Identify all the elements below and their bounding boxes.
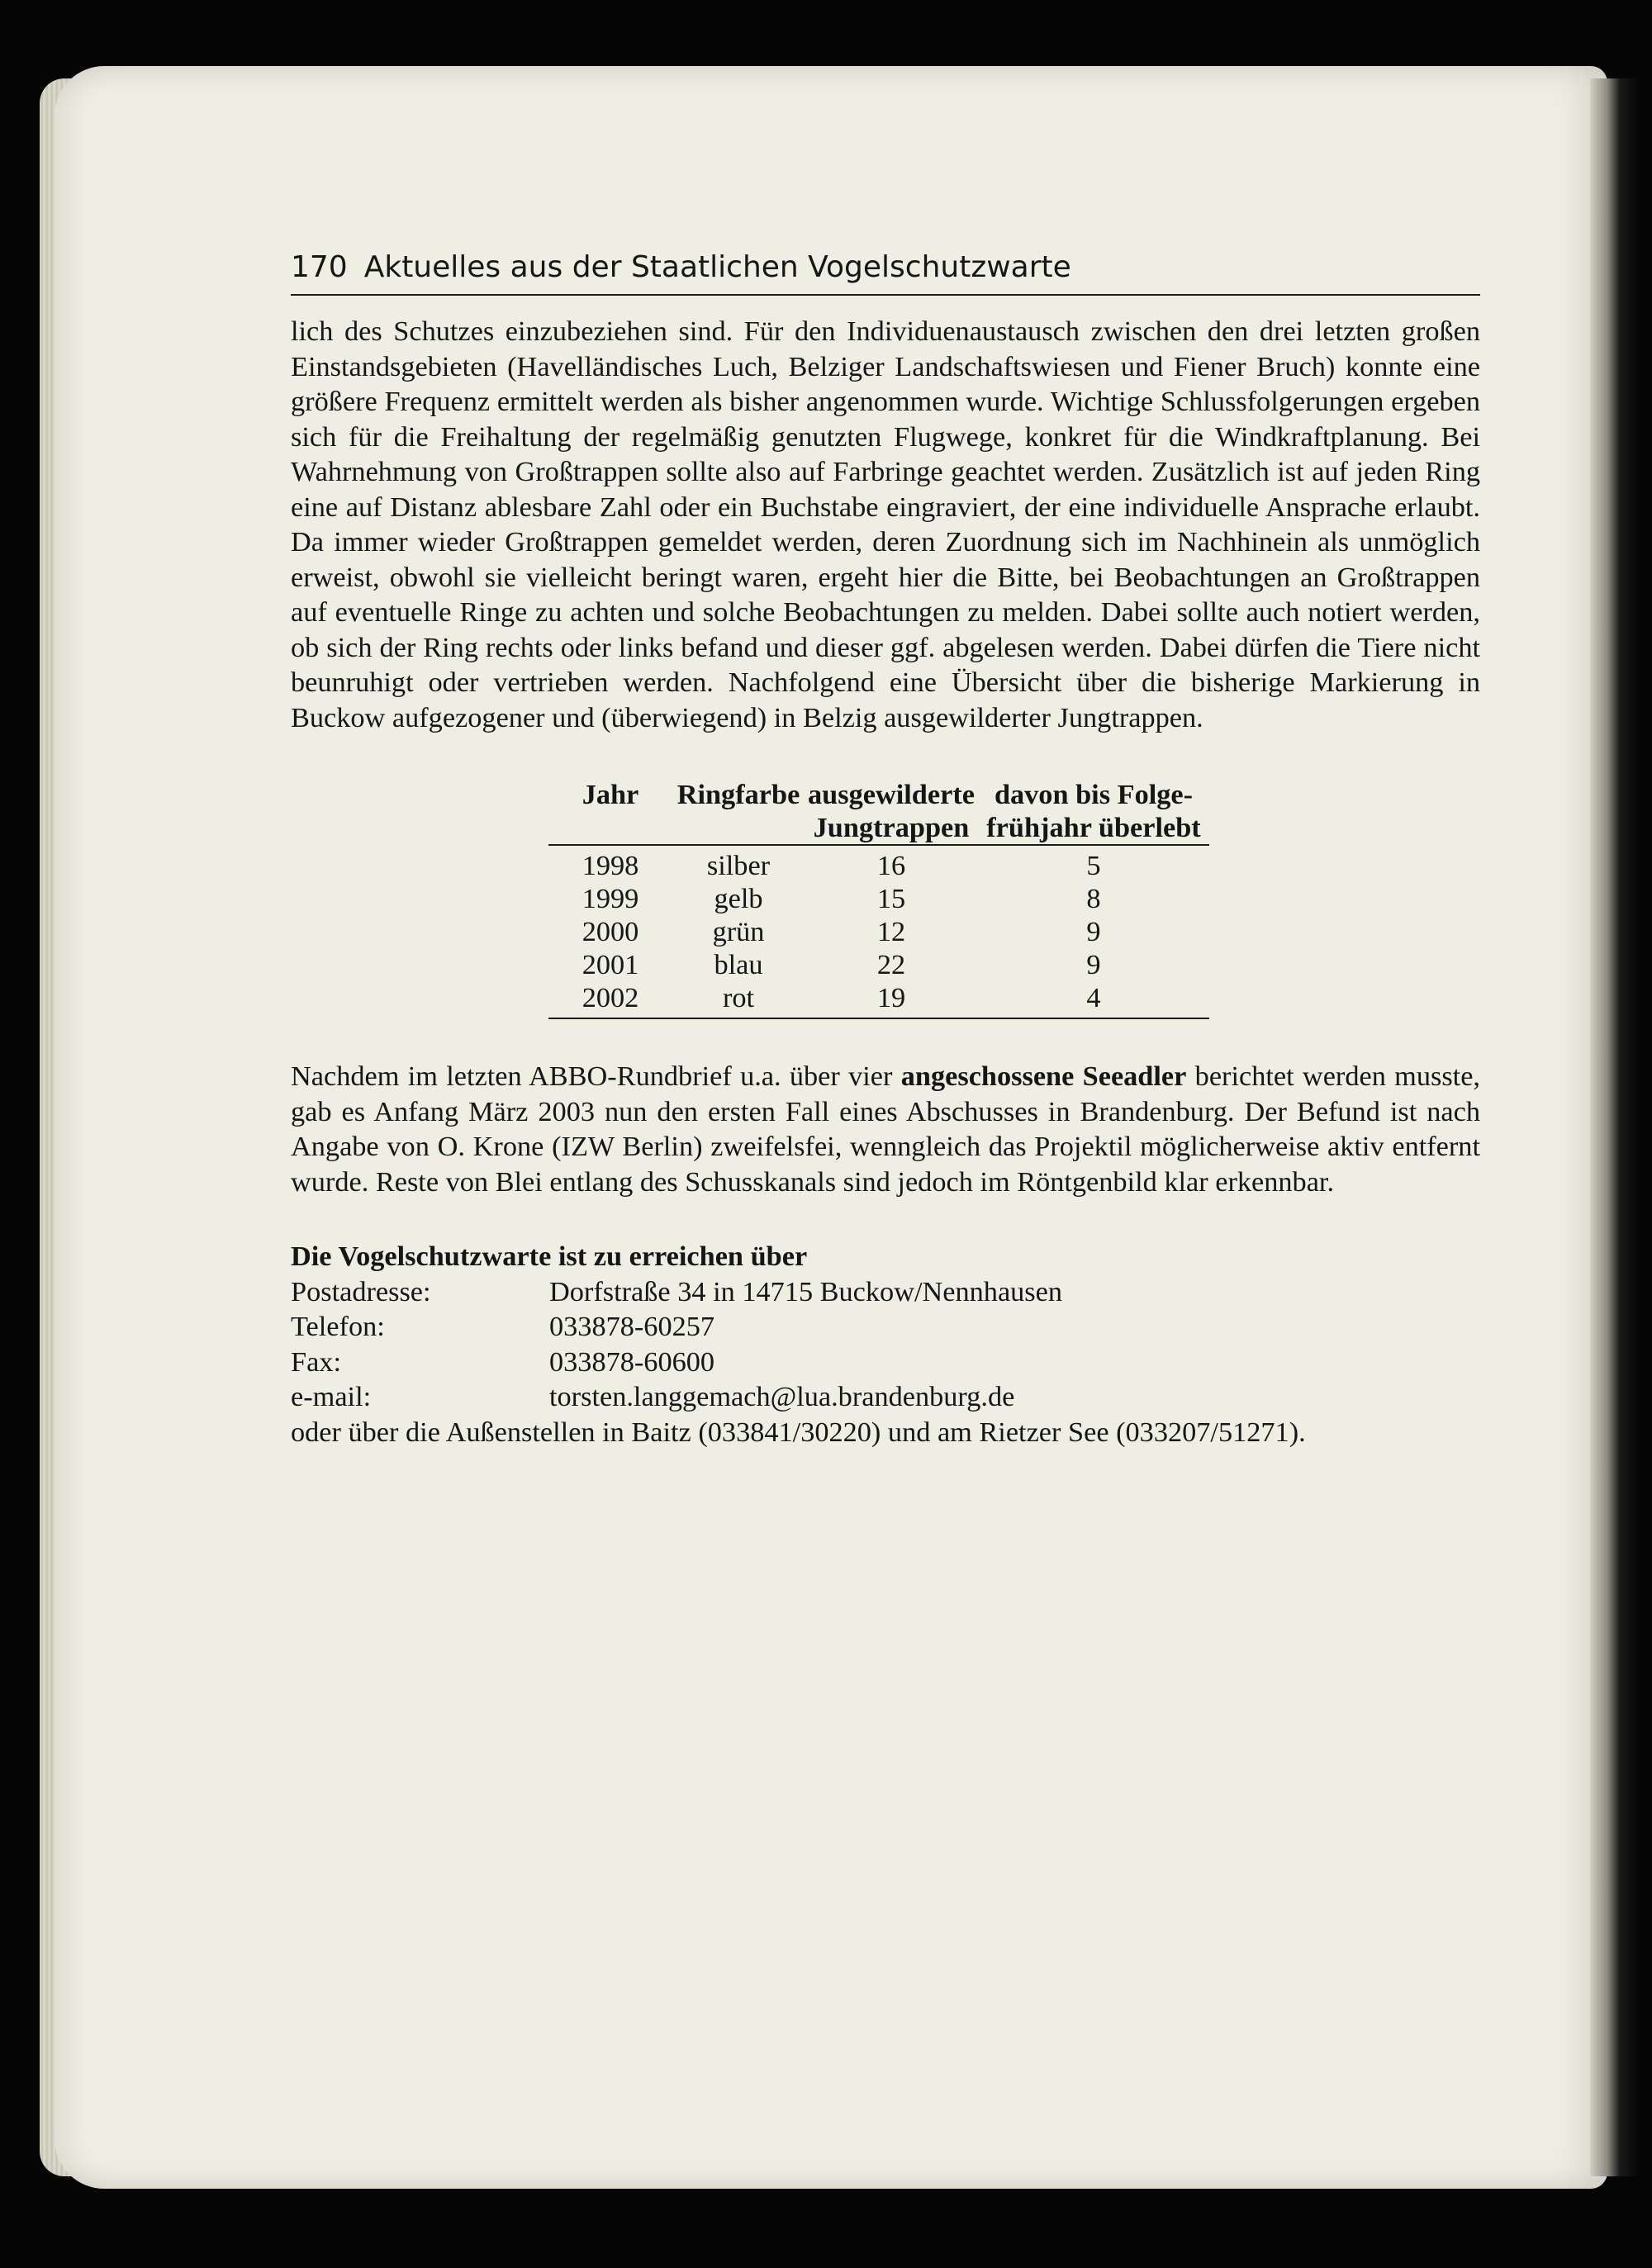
cell-year: 1999 (582, 883, 639, 914)
table-header-row (548, 778, 1209, 811)
paragraph-sea-eagle (291, 1059, 1480, 1199)
cell-color: blau (714, 949, 763, 980)
table-row (548, 882, 1209, 915)
cell-survived: 5 (1086, 850, 1101, 881)
header-released-1: ausgewilderte (808, 779, 975, 810)
cell-released: 22 (876, 949, 906, 980)
sea-eagle-text-end: berichtet werden musste, gab es Anfang März 2003 nun den ersten Fall eines Abschusses in Brandenburg. Der Befund ist nach Angabe von O. Krone (IZW Berlin) zweifelsfei, wenngleich das Projektil möglicherweise aktiv entfernt wurde. Reste von Blei entlang des Schusskanals sind jedoch im Röntgenbild klar erkennbar. (291, 1060, 1481, 1198)
table-row (548, 845, 1209, 882)
cell-color: grün (712, 916, 765, 947)
header-survived-2: frühjahr überlebt (978, 811, 1209, 845)
contact-title: Die Vogelschutzwarte ist zu erreichen über (291, 1241, 808, 1272)
cell-color: gelb (714, 883, 763, 914)
sea-eagle-text-start: Nachdem im letzten ABBO-Rundbrief u.a. über vier (291, 1060, 901, 1092)
contact-block (291, 1239, 1480, 1450)
running-header (291, 248, 1480, 296)
contact-phone (291, 1309, 1480, 1345)
postal-value: Dorfstraße 34 in 14715 Buckow/Nennhausen (549, 1275, 1063, 1307)
email-label: e-mail: (291, 1381, 372, 1412)
cell-survived: 8 (1086, 883, 1101, 914)
cell-released: 19 (805, 981, 978, 1018)
fax-label: Fax: (291, 1345, 341, 1378)
cell-year: 1998 (582, 850, 639, 881)
ring-marking-table (548, 778, 1209, 1019)
header-ring-color: Ringfarbe (676, 779, 800, 810)
cell-survived: 9 (1086, 916, 1101, 947)
contact-outposts: oder über die Außenstellen in Baitz (033841/30220) und am Rietzer See (033207/51271). (291, 1416, 1306, 1448)
cell-year: 2000 (582, 916, 639, 947)
table-row (548, 981, 1209, 1018)
phone-value: 033878-60257 (549, 1311, 715, 1342)
cell-released: 15 (876, 883, 906, 914)
table-row (548, 948, 1209, 981)
cell-color: rot (672, 981, 805, 1018)
sea-eagle-emphasis: angeschossene Seeadler (900, 1060, 1187, 1092)
cell-survived: 4 (978, 981, 1209, 1018)
cell-released: 12 (876, 916, 906, 947)
cell-year: 2002 (548, 981, 672, 1018)
table-header-row-2 (548, 811, 1209, 845)
contact-email (291, 1379, 1480, 1415)
paragraph-ring-marking: lich des Schutzes einzubeziehen sind. Für den Individuenaustausch zwischen den drei letzten großen Einstandsgebieten (Havelländisches Luch, Belziger Landschaftswiesen und Fiener Bruch) konnte eine größere Frequenz ermittelt werden als bisher angenommen wurde. Wichtige Schlussfolgerungen ergeben sich für die Freihaltung der regelmäßig genutzten Flugwege, konkret für die Windkraftplanung. Bei Wahrnehmung von Großtrappen sollte also auf Farbringe geachtet werden. Zusätzlich ist auf jeden Ring eine auf Distanz ablesbare Zahl oder ein Buchstabe eingraviert, der eine individuelle Ansprache erlaubt. Da immer wieder Großtrappen gemeldet werden, deren Zuordnung sich im Nachhinein als unmöglich erweist, obwohl sie vielleicht beringt waren, ergeht hier die Bitte, bei Beobachtungen an Großtrappen auf eventuelle Ringe zu achten und solche Beobachtungen zu melden. Dabei sollte auch notiert werden, ob sich der Ring rechts oder links befand und dieser ggf. abgelesen werden. Dabei dürfen die Tiere nicht beunruhigt oder vertrieben werden. Nachfolgend eine Übersicht über die bisherige Markierung in Buckow aufgezogener und (überwiegend) in Belzig ausgewilderter Jungtrappen. (291, 316, 1480, 733)
header-survived-1: davon bis Folge- (994, 779, 1194, 810)
contact-postal (291, 1274, 1480, 1310)
email-value: torsten.langgemach@lua.brandenburg.de (549, 1381, 1015, 1412)
page-content (291, 248, 1480, 1450)
contact-fax (291, 1345, 1480, 1380)
page-number: 170 (291, 250, 348, 284)
cell-color: silber (706, 850, 771, 881)
fax-value: 033878-60600 (549, 1345, 715, 1378)
table-row (548, 915, 1209, 948)
cell-released: 16 (876, 850, 906, 881)
phone-label: Telefon: (291, 1311, 385, 1342)
cell-survived: 9 (1086, 949, 1101, 980)
header-released-2: Jungtrappen (805, 811, 978, 845)
book-spine (1590, 78, 1640, 2176)
header-year: Jahr (582, 779, 639, 810)
running-title: Aktuelles aus der Staatlichen Vogelschutzwarte (363, 250, 1071, 284)
postal-label: Postadresse: (291, 1275, 431, 1307)
cell-year: 2001 (582, 949, 639, 980)
